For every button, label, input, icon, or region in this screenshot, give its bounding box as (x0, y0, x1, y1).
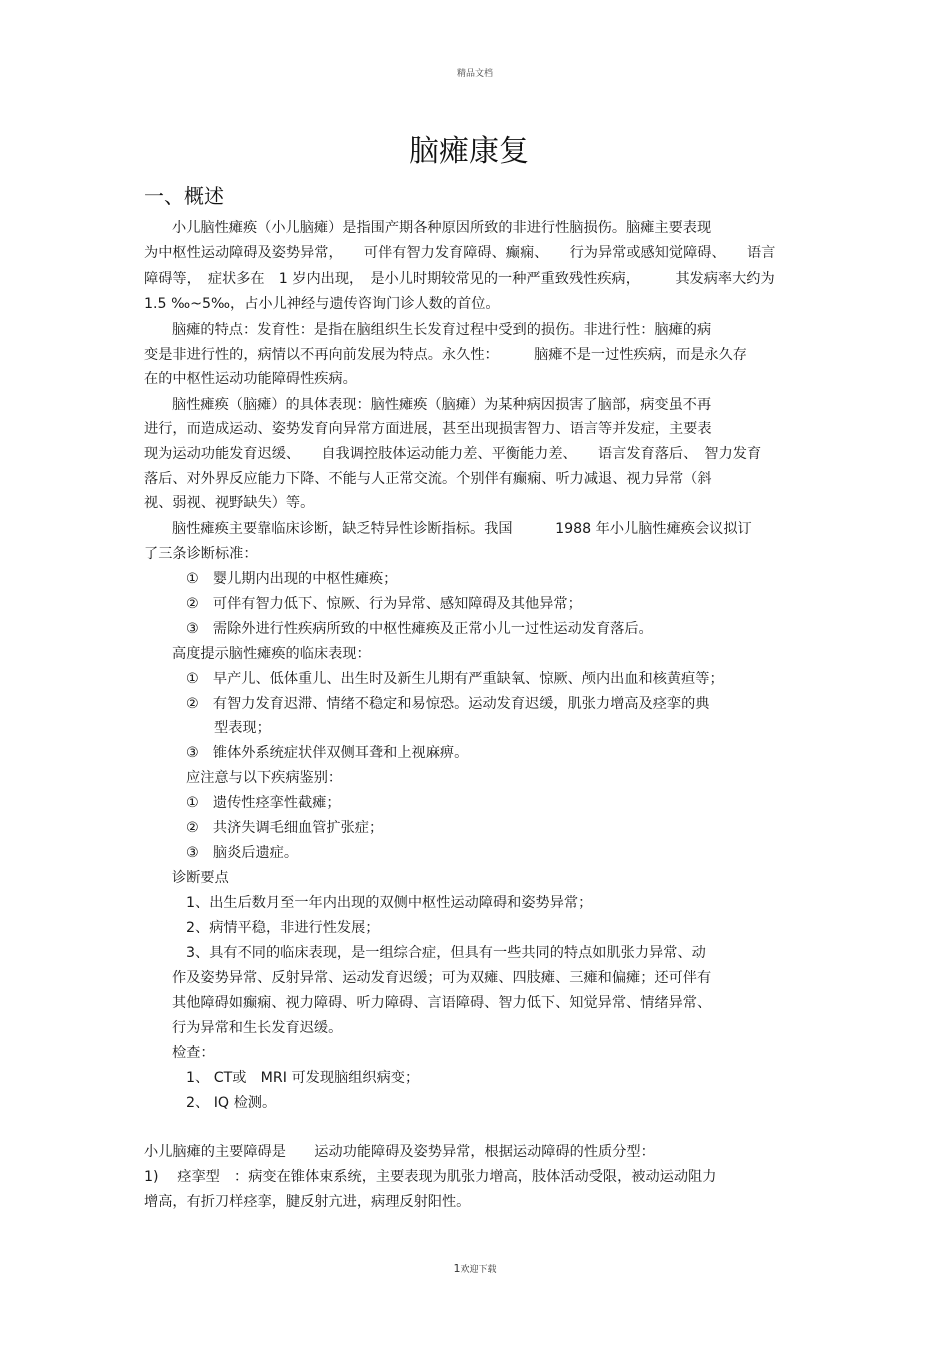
paragraph-line: 脑瘫的特点：发育性：是指在脑组织生长发育过程中受到的损伤。非进行性：脑瘫的病 (172, 322, 712, 338)
paragraph-line: 脑性瘫痪（脑瘫）的具体表现：脑性瘫痪（脑瘫）为某种病因损害了脑部，病变虽不再 (172, 397, 712, 413)
paragraph-line: 在的中枢性运动功能障碍性疾病。 (144, 371, 357, 387)
list-item: 2、病情平稳，非进行性发展； (186, 920, 380, 936)
subheading-diagnosis: 诊断要点 (172, 870, 229, 886)
list-item-continuation: 型表现； (214, 720, 271, 736)
paragraph-line: 增高，有折刀样痉挛，腱反射亢进，病理反射阳性。 (144, 1194, 471, 1210)
section-heading-overview: 一、概述 (144, 184, 224, 208)
paragraph-line: 脑性瘫痪主要靠临床诊断，缺乏特异性诊断指标。我国 1988 年小儿脑性瘫痪会议拟订 (172, 521, 752, 537)
list-item-continuation: 作及姿势异常、反射异常、运动发育迟缓；可为双瘫、四肢瘫、三瘫和偏瘫；还可伴有 (172, 970, 712, 986)
page-number: 1 (453, 1262, 461, 1275)
list-item: 3、具有不同的临床表现，是一组综合症，但具有一些共同的特点如肌张力异常、动 (186, 945, 706, 961)
paragraph-line: 进行，而造成运动、姿势发育向异常方面进展，甚至出现损害智力、语言等并发症，主要表 (144, 421, 712, 437)
paragraph-line: 落后、对外界反应能力下降、不能与人正常交流。个别伴有癫痫、听力减退、视力异常（斜 (144, 471, 712, 487)
list-item: ② 可伴有智力低下、惊厥、行为异常、感知障碍及其他异常； (186, 596, 582, 612)
page-footer (0, 1262, 950, 1275)
paragraph-line: 障碍等， 症状多在 1 岁内出现， 是小儿时期较常见的一种严重致残性疾病， 其发病率大约为 (144, 271, 775, 287)
document-title: 脑瘫康复 (409, 134, 529, 169)
list-item-continuation: 其他障碍如癫痫、视力障碍、听力障碍、言语障碍、智力低下、知觉异常、情绪异常、 (172, 995, 712, 1011)
list-item: ③ 需除外进行性疾病所致的中枢性瘫痪及正常小儿一过性运动发育落后。 (186, 621, 653, 637)
paragraph-line: 现为运动功能发育迟缓、 自我调控肢体运动能力差、平衡能力差、 语言发育落后、 智力发育 (144, 446, 762, 462)
list-item: ① 婴儿期内出现的中枢性瘫痪； (186, 571, 398, 587)
footer-text: 欢迎下载 (460, 1265, 497, 1275)
paragraph-line: 1) 痉挛型 ：病变在锥体束系统，主要表现为肌张力增高，肢体活动受限，被动运动阻力 (144, 1169, 717, 1185)
list-item: ① 早产儿、低体重儿、出生时及新生儿期有严重缺氧、惊厥、颅内出血和核黄疸等； (186, 671, 724, 687)
list-item: ① 遗传性痉挛性截瘫； (186, 795, 341, 811)
list-item: ③ 脑炎后遗症。 (186, 845, 299, 861)
list-item: ② 有智力发育迟滞、情绪不稳定和易惊恐。运动发育迟缓，肌张力增高及痉挛的典 (186, 696, 710, 712)
list-item: 2、 IQ 检测。 (186, 1095, 277, 1111)
list-item: 1、 CT或 MRI 可发现脑组织病变； (186, 1070, 420, 1086)
paragraph-line: 小儿脑性瘫痪（小儿脑瘫）是指围产期各种原因所致的非进行性脑损伤。脑瘫主要表现 (172, 220, 712, 236)
list-item: 1、出生后数月至一年内出现的双侧中枢性运动障碍和姿势异常； (186, 895, 593, 911)
paragraph-line: 为中枢性运动障碍及姿势异常， 可伴有智力发育障碍、癫痫、 行为异常或感知觉障碍、 语言 (144, 245, 776, 261)
paragraph-line: 1.5 ‰~5‰，占小儿神经与遗传咨询门诊人数的首位。 (144, 296, 500, 312)
paragraph-line: 应注意与以下疾病鉴别： (186, 770, 343, 786)
paragraph-line: 视、弱视、视野缺失）等。 (144, 495, 315, 511)
paragraph-line: 小儿脑瘫的主要障碍是 运动功能障碍及姿势异常，根据运动障碍的性质分型： (144, 1144, 655, 1160)
paragraph-line: 变是非进行性的，病情以不再向前发展为特点。永久性： 脑瘫不是一过性疾病，而是永久存 (144, 347, 747, 363)
list-item: ② 共济失调毛细血管扩张症； (186, 820, 384, 836)
list-item: ③ 锥体外系统症状伴双侧耳聋和上视麻痹。 (186, 745, 469, 761)
list-item-continuation: 行为异常和生长发育迟缓。 (172, 1020, 343, 1036)
paragraph-line: 了三条诊断标准： (144, 546, 258, 562)
page-header: 精品文档 (456, 69, 493, 79)
paragraph-line: 高度提示脑性瘫痪的临床表现： (172, 646, 371, 662)
subheading-examination: 检查： (172, 1045, 215, 1061)
